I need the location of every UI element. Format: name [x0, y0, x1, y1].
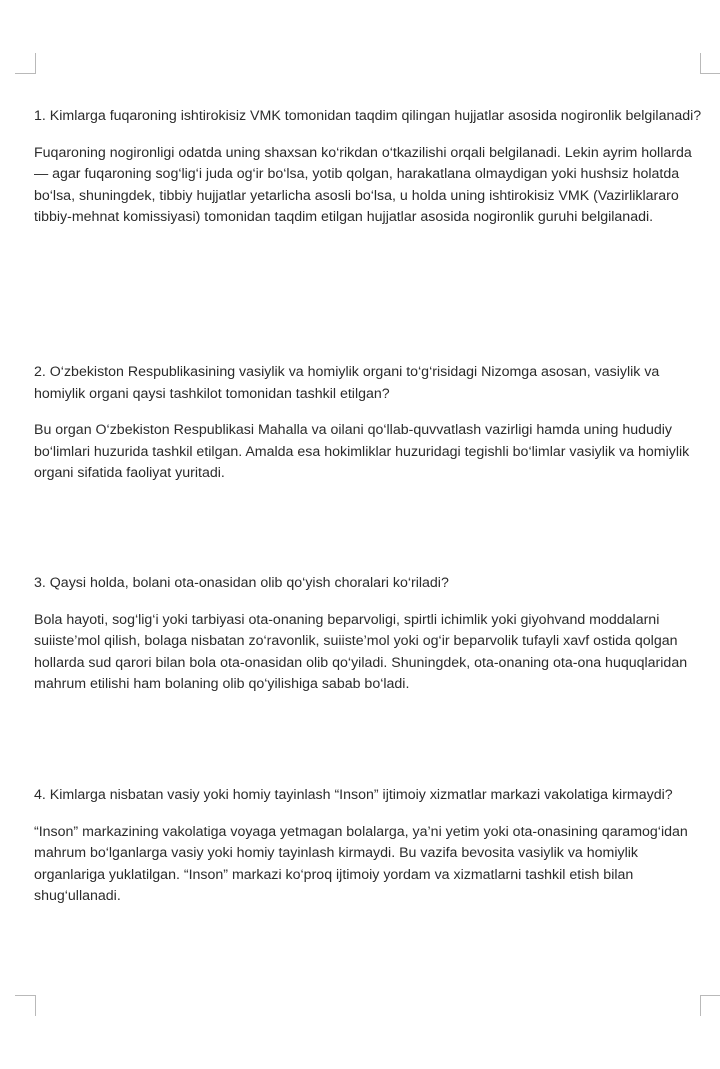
- answer-4: “Inson” markazining vakolatiga voyaga yetmagan bolalarga, ya’ni yetim yoki ota-onasining qaramog‘idan mahrum bo‘lganlarga vasiy yoki homiy tayinlash kirmaydi. Bu vazifa bevosita vasiylik va homiylik organlariga yuklatilgan. “Inson” markazi ko‘proq ijtimoiy yordam va xizmatlarni tashkil etish bilan shug‘ullanadi.: [34, 823, 688, 905]
- question-4: 4. Kimlarga nisbatan vasiy yoki homiy tayinlash “Inson” ijtimoiy xizmatlar markazi vakolatiga kirmaydi?: [34, 787, 673, 803]
- qa-block-4: [34, 785, 706, 908]
- page-corner-mark-top-right: [700, 53, 720, 74]
- qa-block-3: [34, 573, 706, 696]
- question-2: 2. O‘zbekiston Respublikasining vasiylik va homiylik organi to‘g‘risidagi Nizomga asosan, vasiylik va homiylik organi qaysi tashkilot tomonidan tashkil etilgan?: [34, 364, 660, 402]
- page-corner-mark-bottom-left: [15, 995, 36, 1016]
- question-3: 3. Qaysi holda, bolani ota-onasidan olib qo‘yish choralari ko‘riladi?: [34, 575, 449, 591]
- answer-1: Fuqaroning nogironligi odatda uning shaxsan ko‘rikdan o‘tkazilishi orqali belgilanadi. Lekin ayrim hollarda — agar fuqaroning sog‘lig‘i juda og‘ir bo‘lsa, yotib qolgan, harakatlana olmaydigan yoki hushsiz holatda bo‘lsa, shuningdek, tibbiy hujjatlar yetarlicha asosli bo‘lsa, u holda uning ishtirokisiz VMK (Vazirliklararo tibbiy-mehnat komissiyasi) tomonidan taqdim etilgan hujjatlar asosida nogironlik guruhi belgilanadi.: [34, 144, 692, 226]
- answer-3: Bola hayoti, sog‘lig‘i yoki tarbiyasi ota-onaning beparvoligi, spirtli ichimlik yoki giyohvand moddalarni suiiste’mol qilish, bolaga nisbatan zo‘ravonlik, suiiste’mol yoki og‘ir beparvolik tufayli xavf ostida qolgan hollarda sud qarori bilan bola ota-onasidan olib qo‘yiladi. Shuningdek, ota-onaning ota-ona huquqlaridan mahrum etilishi ham bolaning olib qo‘yilishiga sabab bo‘ladi.: [34, 611, 688, 693]
- page-corner-mark-bottom-right: [700, 995, 720, 1016]
- qa-block-1: [34, 106, 706, 229]
- page-corner-mark-top-left: [15, 53, 36, 74]
- question-1: 1. Kimlarga fuqaroning ishtirokisiz VMK tomonidan taqdim qilingan hujjatlar asosida nogironlik belgilanadi?: [34, 108, 702, 124]
- qa-block-2: [34, 362, 706, 485]
- answer-2: Bu organ O‘zbekiston Respublikasi Mahalla va oilani qo‘llab-quvvatlash vazirligi hamda uning hududiy bo‘limlari huzurida tashkil etilgan. Amalda esa hokimliklar huzuridagi tegishli bo‘limlar vasiylik va homiylik organi sifatida faoliyat yuritadi.: [34, 422, 690, 482]
